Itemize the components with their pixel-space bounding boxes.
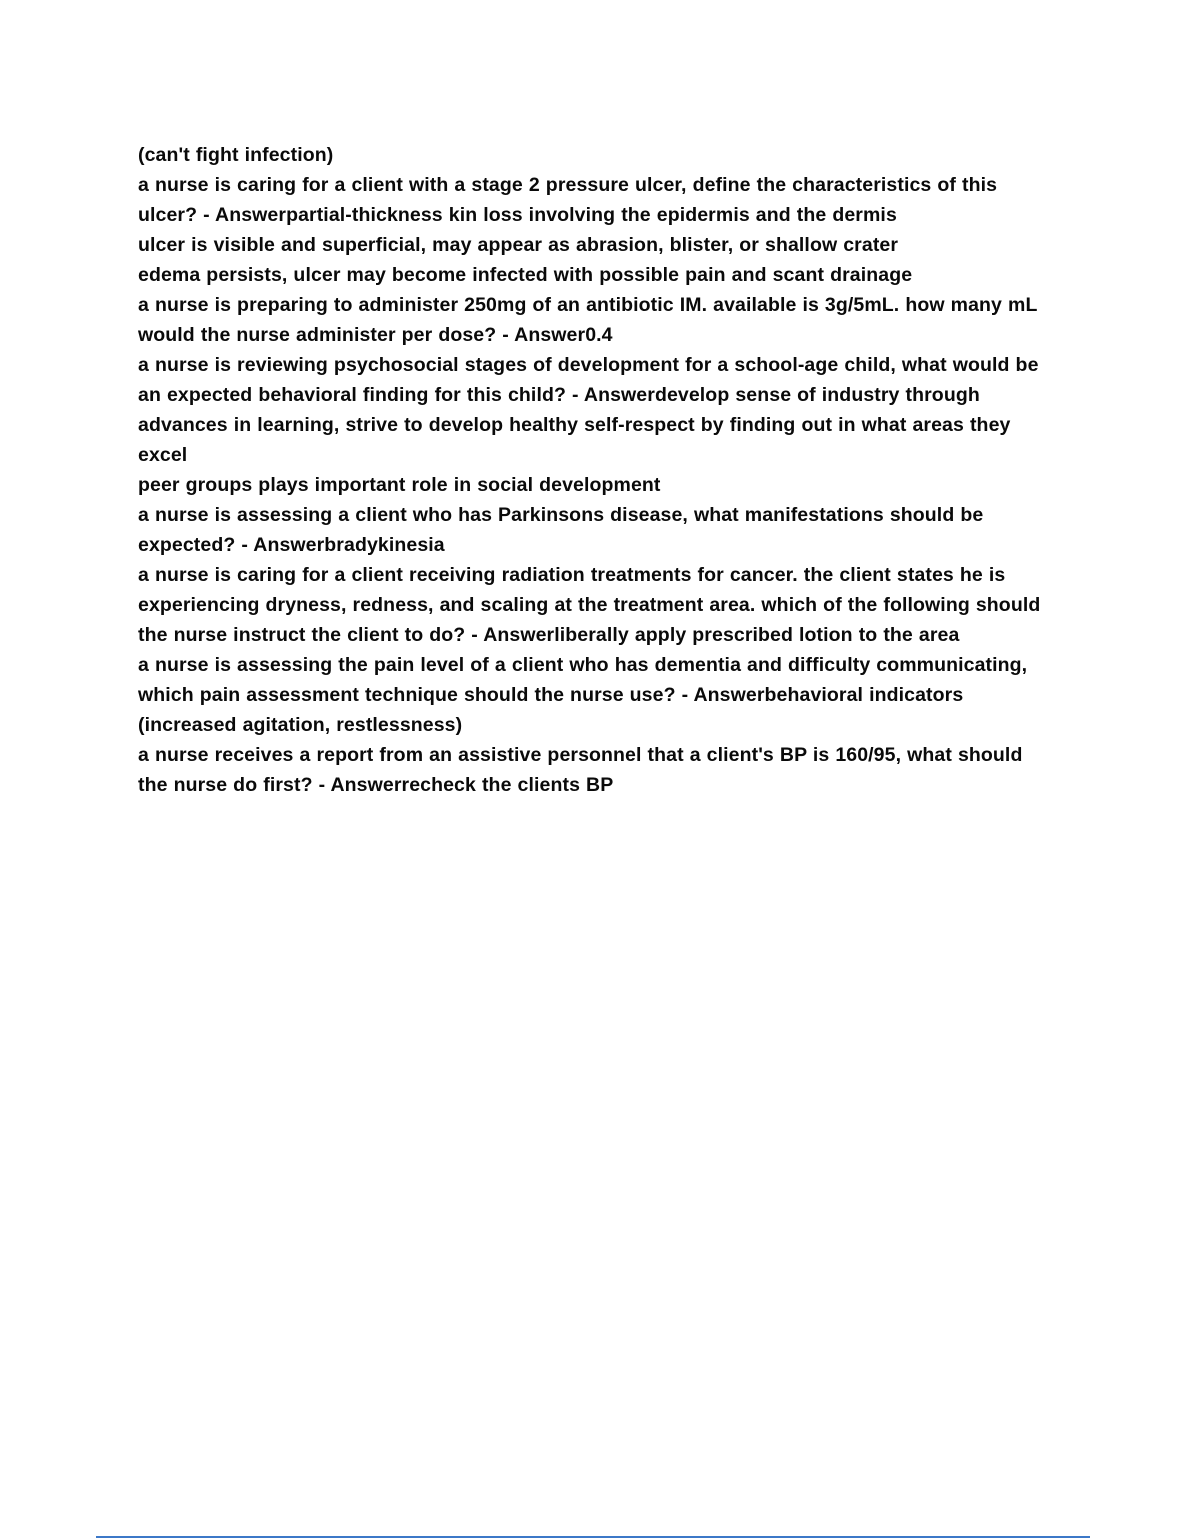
document-text-column (138, 0, 1054, 800)
paragraph-qa-pressure-ulcer: a nurse is caring for a client with a stage 2 pressure ulcer, define the characteristics of this ulcer? - Answerpartial-thickness kin loss involving the epidermis and the dermis (138, 174, 998, 226)
paragraph-ulcer-edema: edema persists, ulcer may become infected with possible pain and scant drainage (138, 264, 913, 286)
page-bottom-divider (96, 1536, 1090, 1538)
paragraph-note-agitation: (increased agitation, restlessness) (138, 714, 463, 736)
paragraph-qa-bp-recheck: a nurse receives a report from an assistive personnel that a client's BP is 160/95, what should the nurse do first? - Answerrecheck the clients BP (138, 744, 1023, 796)
paragraph-qa-radiation: a nurse is caring for a client receiving radiation treatments for cancer. the client states he is experiencing dryness, redness, and scaling at the treatment area. which of the following should the nurse instruct the client to do? - Answerliberally apply prescribed lotion to the area (138, 564, 1041, 646)
paragraph-qa-dementia-pain: a nurse is assessing the pain level of a client who has dementia and difficulty communicating, which pain assessment technique should the nurse use? - Answerbehavioral indicators (138, 654, 1028, 706)
paragraph-qa-parkinsons: a nurse is assessing a client who has Parkinsons disease, what manifestations should be expected? - Answerbradykinesia (138, 504, 984, 556)
paragraph-qa-psychosocial: a nurse is reviewing psychosocial stages of development for a school-age child, what would be an expected behavioral finding for this child? - Answerdevelop sense of industry through advances in learning, strive to develop healthy self-respect by finding out in what areas they excel (138, 354, 1039, 466)
paragraph-peer-groups: peer groups plays important role in social development (138, 474, 661, 496)
paragraph-qa-antibiotic-dose: a nurse is preparing to administer 250mg of an antibiotic IM. available is 3g/5mL. how many mL would the nurse administer per dose? - Answer0.4 (138, 294, 1038, 346)
paragraph-ulcer-appearance: ulcer is visible and superficial, may appear as abrasion, blister, or shallow crater (138, 234, 899, 256)
paragraph-note-infection: (can't fight infection) (138, 144, 334, 166)
